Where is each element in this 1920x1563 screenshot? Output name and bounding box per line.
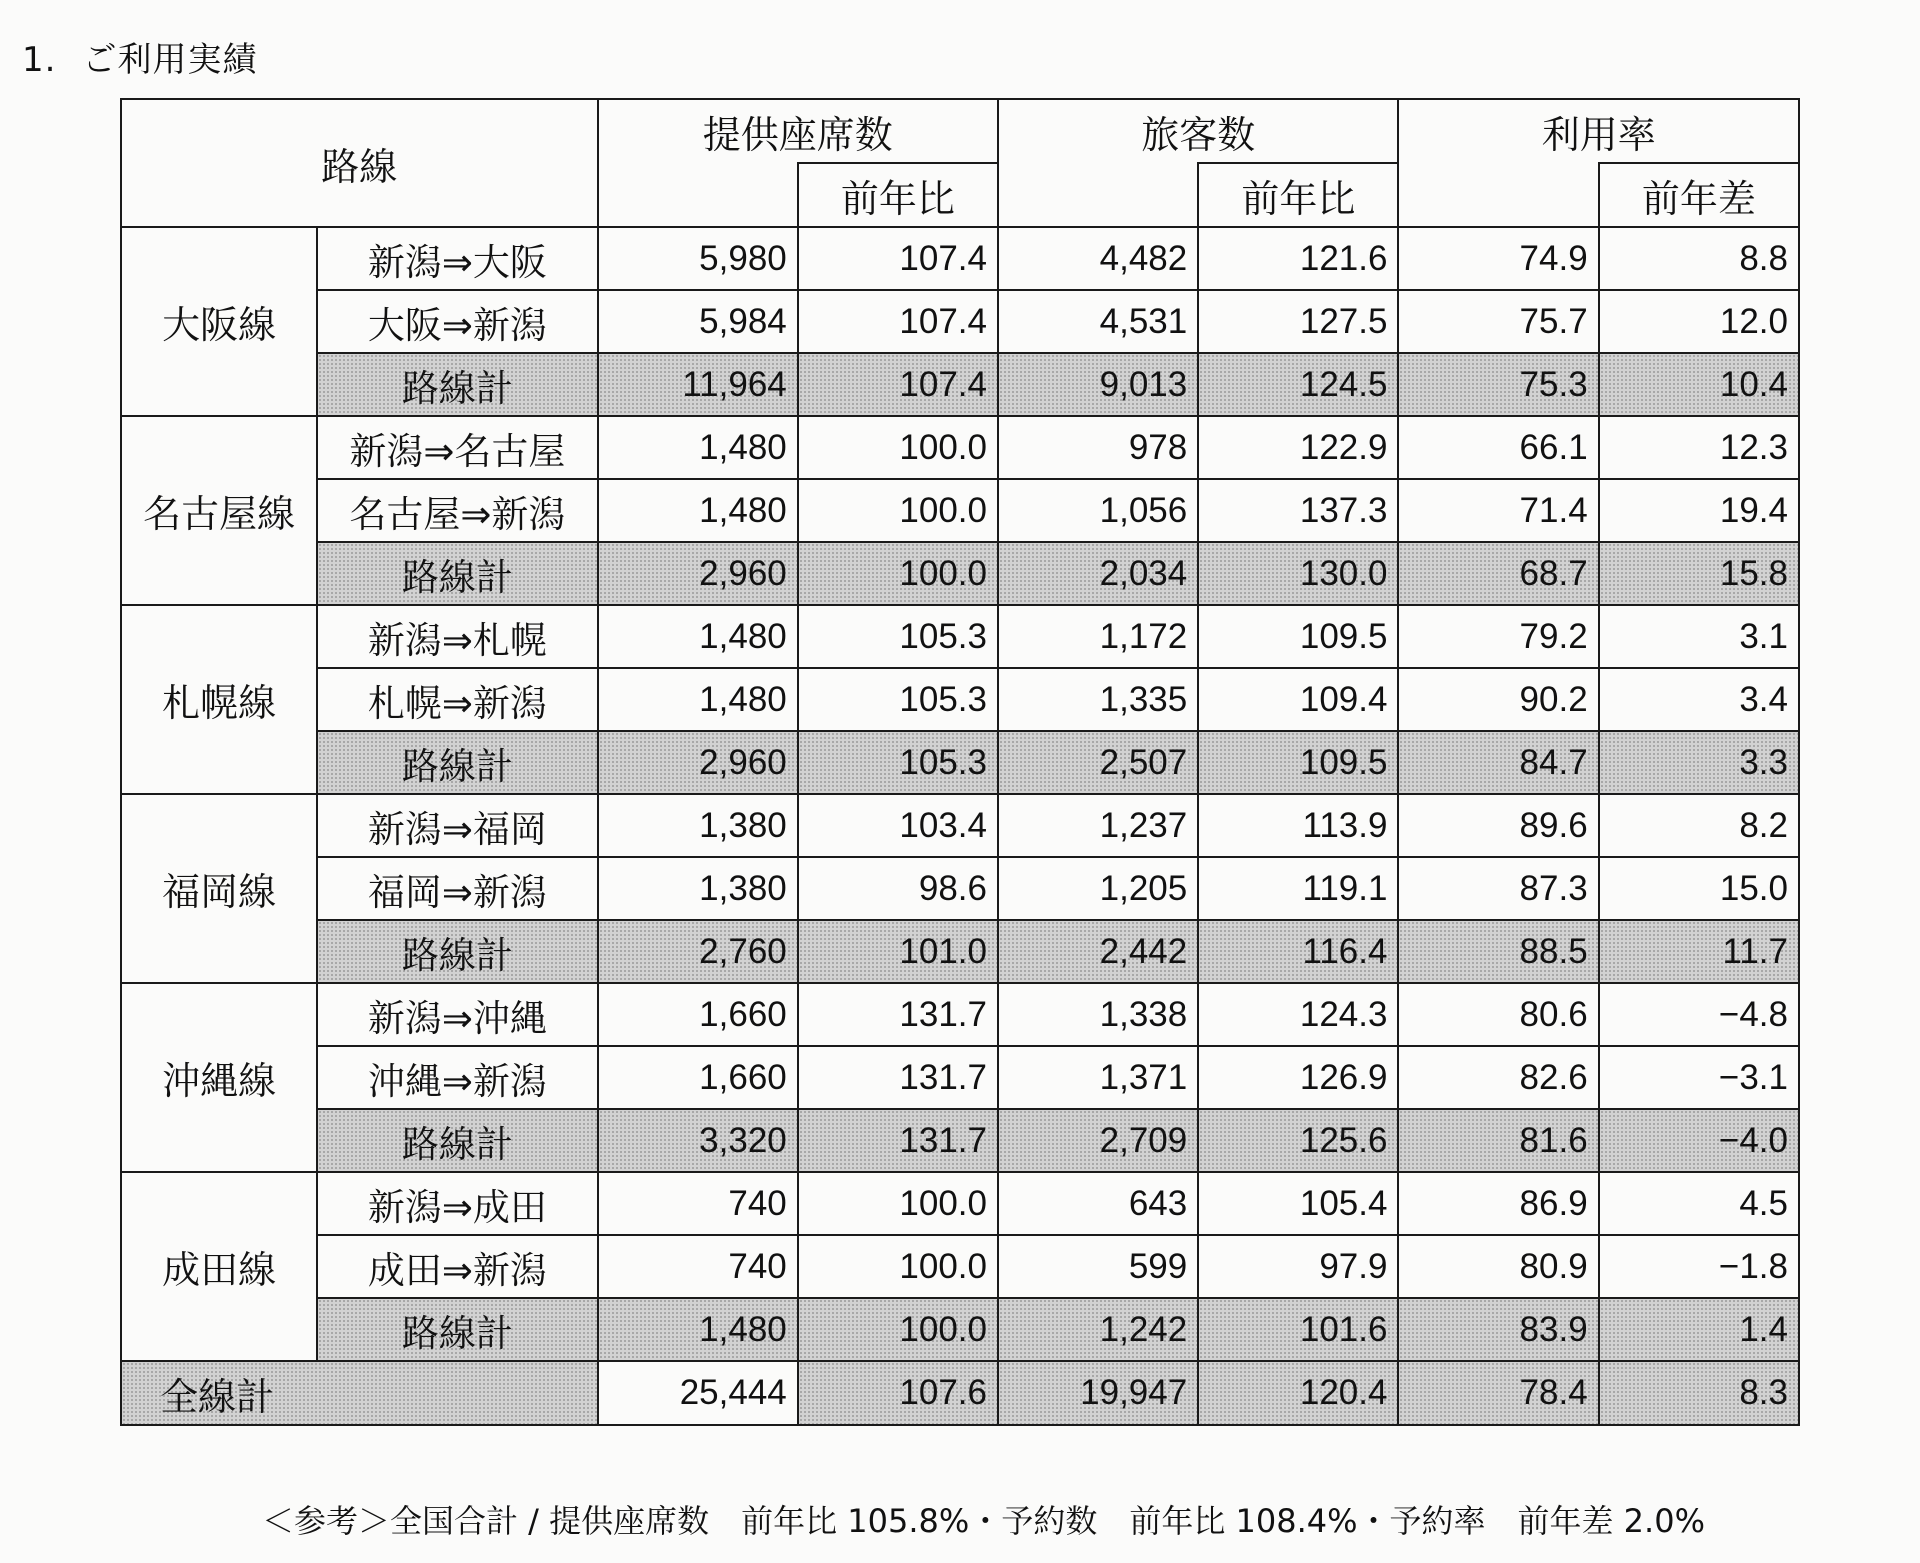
passengers-yoy-cell: 101.6 — [1198, 1298, 1398, 1361]
load-factor-cell: 79.2 — [1398, 605, 1598, 668]
load-factor-cell: 75.3 — [1398, 353, 1598, 416]
table-row — [121, 983, 1799, 1046]
passengers-cell: 643 — [998, 1172, 1198, 1235]
load-factor-cell: 74.9 — [1398, 227, 1598, 290]
header-passengers: 旅客数 — [998, 99, 1398, 163]
table-row — [121, 479, 1799, 542]
passengers-cell: 1,237 — [998, 794, 1198, 857]
direction-label: 新潟⇒福岡 — [317, 794, 597, 857]
passengers-yoy-cell: 113.9 — [1198, 794, 1398, 857]
load-factor-cell: 87.3 — [1398, 857, 1598, 920]
grand-total-load-factor-diff: 8.3 — [1599, 1361, 1799, 1425]
load-factor-diff-cell: 8.2 — [1599, 794, 1799, 857]
passengers-cell: 9,013 — [998, 353, 1198, 416]
load-factor-cell: 86.9 — [1398, 1172, 1598, 1235]
load-factor-diff-cell: −4.0 — [1599, 1109, 1799, 1172]
load-factor-diff-cell: −3.1 — [1599, 1046, 1799, 1109]
seats-cell: 2,960 — [598, 731, 798, 794]
header-seats-blank — [598, 163, 798, 227]
seats-yoy-cell: 107.4 — [798, 227, 998, 290]
header-seats: 提供座席数 — [598, 99, 998, 163]
seats-cell: 2,960 — [598, 542, 798, 605]
route-group-name: 福岡線 — [121, 794, 317, 983]
load-factor-cell: 84.7 — [1398, 731, 1598, 794]
route-total-label: 路線計 — [317, 353, 597, 416]
load-factor-diff-cell: 12.0 — [1599, 290, 1799, 353]
header-rate-diff: 前年差 — [1599, 163, 1799, 227]
seats-yoy-cell: 107.4 — [798, 353, 998, 416]
header-passengers-blank — [998, 163, 1198, 227]
header-route: 路線 — [121, 99, 598, 227]
reference-footnote: ＜参考＞全国合計 / 提供座席数 前年比 105.8%・予約数 前年比 108.4%・予約率 前年差 2.0% — [262, 1502, 1705, 1540]
direction-label: 新潟⇒大阪 — [317, 227, 597, 290]
passengers-cell: 2,442 — [998, 920, 1198, 983]
passengers-cell: 4,482 — [998, 227, 1198, 290]
load-factor-diff-cell: 15.8 — [1599, 542, 1799, 605]
load-factor-diff-cell: 12.3 — [1599, 416, 1799, 479]
load-factor-diff-cell: 4.5 — [1599, 1172, 1799, 1235]
seats-yoy-cell: 101.0 — [798, 920, 998, 983]
route-group-name: 成田線 — [121, 1172, 317, 1361]
grand-total-seats-yoy: 107.6 — [798, 1361, 998, 1425]
passengers-yoy-cell: 130.0 — [1198, 542, 1398, 605]
passengers-yoy-cell: 109.5 — [1198, 731, 1398, 794]
direction-label: 新潟⇒成田 — [317, 1172, 597, 1235]
load-factor-diff-cell: 11.7 — [1599, 920, 1799, 983]
seats-yoy-cell: 131.7 — [798, 1109, 998, 1172]
seats-cell: 1,480 — [598, 668, 798, 731]
passengers-yoy-cell: 109.5 — [1198, 605, 1398, 668]
seats-cell: 1,480 — [598, 416, 798, 479]
passengers-cell: 599 — [998, 1235, 1198, 1298]
passengers-cell: 2,507 — [998, 731, 1198, 794]
seats-yoy-cell: 131.7 — [798, 1046, 998, 1109]
passengers-cell: 1,335 — [998, 668, 1198, 731]
seats-cell: 1,480 — [598, 1298, 798, 1361]
route-group-name: 大阪線 — [121, 227, 317, 416]
seats-cell: 1,480 — [598, 605, 798, 668]
direction-label: 新潟⇒札幌 — [317, 605, 597, 668]
passengers-yoy-cell: 137.3 — [1198, 479, 1398, 542]
load-factor-diff-cell: 1.4 — [1599, 1298, 1799, 1361]
direction-label: 札幌⇒新潟 — [317, 668, 597, 731]
route-total-row — [121, 731, 1799, 794]
load-factor-cell: 83.9 — [1398, 1298, 1598, 1361]
seats-yoy-cell: 105.3 — [798, 605, 998, 668]
passengers-cell: 1,242 — [998, 1298, 1198, 1361]
seats-yoy-cell: 100.0 — [798, 479, 998, 542]
route-total-row — [121, 542, 1799, 605]
direction-label: 沖縄⇒新潟 — [317, 1046, 597, 1109]
section-heading — [22, 32, 257, 81]
route-total-label: 路線計 — [317, 920, 597, 983]
load-factor-diff-cell: −1.8 — [1599, 1235, 1799, 1298]
load-factor-diff-cell: 3.1 — [1599, 605, 1799, 668]
passengers-cell: 2,709 — [998, 1109, 1198, 1172]
grand-total-load-factor: 78.4 — [1398, 1361, 1598, 1425]
seats-cell: 3,320 — [598, 1109, 798, 1172]
table-row — [121, 605, 1799, 668]
route-total-label: 路線計 — [317, 1109, 597, 1172]
seats-yoy-cell: 100.0 — [798, 1235, 998, 1298]
seats-yoy-cell: 100.0 — [798, 542, 998, 605]
direction-label: 大阪⇒新潟 — [317, 290, 597, 353]
passengers-cell: 1,172 — [998, 605, 1198, 668]
seats-cell: 1,380 — [598, 794, 798, 857]
header-passengers-yoy: 前年比 — [1198, 163, 1398, 227]
passengers-yoy-cell: 126.9 — [1198, 1046, 1398, 1109]
seats-yoy-cell: 103.4 — [798, 794, 998, 857]
seats-yoy-cell: 107.4 — [798, 290, 998, 353]
load-factor-cell: 81.6 — [1398, 1109, 1598, 1172]
seats-yoy-cell: 105.3 — [798, 668, 998, 731]
passengers-cell: 1,371 — [998, 1046, 1198, 1109]
seats-yoy-cell: 100.0 — [798, 416, 998, 479]
passengers-yoy-cell: 125.6 — [1198, 1109, 1398, 1172]
seats-cell: 1,660 — [598, 983, 798, 1046]
load-factor-diff-cell: 19.4 — [1599, 479, 1799, 542]
table-row — [121, 1235, 1799, 1298]
seats-cell: 1,480 — [598, 479, 798, 542]
route-group-name: 札幌線 — [121, 605, 317, 794]
route-total-row — [121, 1109, 1799, 1172]
grand-total-seats: 25,444 — [598, 1361, 798, 1425]
route-total-label: 路線計 — [317, 542, 597, 605]
table-row — [121, 1172, 1799, 1235]
route-total-row — [121, 353, 1799, 416]
table-row — [121, 416, 1799, 479]
seats-cell: 1,380 — [598, 857, 798, 920]
seats-yoy-cell: 98.6 — [798, 857, 998, 920]
route-group-name: 名古屋線 — [121, 416, 317, 605]
load-factor-cell: 90.2 — [1398, 668, 1598, 731]
route-performance-table — [120, 98, 1800, 1426]
grand-total-passengers-yoy: 120.4 — [1198, 1361, 1398, 1425]
seats-cell: 5,980 — [598, 227, 798, 290]
load-factor-cell: 71.4 — [1398, 479, 1598, 542]
table-row — [121, 290, 1799, 353]
seats-yoy-cell: 105.3 — [798, 731, 998, 794]
passengers-yoy-cell: 119.1 — [1198, 857, 1398, 920]
passengers-yoy-cell: 109.4 — [1198, 668, 1398, 731]
route-group-name: 沖縄線 — [121, 983, 317, 1172]
grand-total-row — [121, 1361, 1799, 1425]
seats-cell: 5,984 — [598, 290, 798, 353]
direction-label: 新潟⇒沖縄 — [317, 983, 597, 1046]
route-total-row — [121, 920, 1799, 983]
passengers-cell: 978 — [998, 416, 1198, 479]
route-total-label: 路線計 — [317, 1298, 597, 1361]
load-factor-cell: 88.5 — [1398, 920, 1598, 983]
load-factor-cell: 80.9 — [1398, 1235, 1598, 1298]
passengers-cell: 2,034 — [998, 542, 1198, 605]
direction-label: 成田⇒新潟 — [317, 1235, 597, 1298]
passengers-cell: 4,531 — [998, 290, 1198, 353]
route-total-row — [121, 1298, 1799, 1361]
grand-total-label: 全線計 — [121, 1361, 598, 1425]
table-body — [121, 227, 1799, 1425]
section-title: ご利用実績 — [82, 40, 258, 80]
table-row — [121, 227, 1799, 290]
load-factor-cell: 75.7 — [1398, 290, 1598, 353]
load-factor-diff-cell: 3.3 — [1599, 731, 1799, 794]
seats-cell: 740 — [598, 1172, 798, 1235]
load-factor-diff-cell: 15.0 — [1599, 857, 1799, 920]
passengers-yoy-cell: 122.9 — [1198, 416, 1398, 479]
load-factor-cell: 89.6 — [1398, 794, 1598, 857]
direction-label: 名古屋⇒新潟 — [317, 479, 597, 542]
header-rate-blank — [1398, 163, 1598, 227]
seats-yoy-cell: 100.0 — [798, 1298, 998, 1361]
seats-cell: 2,760 — [598, 920, 798, 983]
passengers-yoy-cell: 116.4 — [1198, 920, 1398, 983]
passengers-yoy-cell: 127.5 — [1198, 290, 1398, 353]
route-total-label: 路線計 — [317, 731, 597, 794]
seats-yoy-cell: 100.0 — [798, 1172, 998, 1235]
grand-total-passengers: 19,947 — [998, 1361, 1198, 1425]
passengers-cell: 1,338 — [998, 983, 1198, 1046]
passengers-cell: 1,205 — [998, 857, 1198, 920]
direction-label: 福岡⇒新潟 — [317, 857, 597, 920]
load-factor-cell: 68.7 — [1398, 542, 1598, 605]
load-factor-cell: 82.6 — [1398, 1046, 1598, 1109]
load-factor-diff-cell: 3.4 — [1599, 668, 1799, 731]
table-row — [121, 794, 1799, 857]
passengers-cell: 1,056 — [998, 479, 1198, 542]
header-seats-yoy: 前年比 — [798, 163, 998, 227]
seats-cell: 1,660 — [598, 1046, 798, 1109]
header-load-factor: 利用率 — [1398, 99, 1799, 163]
seats-yoy-cell: 131.7 — [798, 983, 998, 1046]
load-factor-cell: 80.6 — [1398, 983, 1598, 1046]
load-factor-diff-cell: 10.4 — [1599, 353, 1799, 416]
table-row — [121, 1046, 1799, 1109]
passengers-yoy-cell: 124.3 — [1198, 983, 1398, 1046]
passengers-yoy-cell: 97.9 — [1198, 1235, 1398, 1298]
passengers-yoy-cell: 105.4 — [1198, 1172, 1398, 1235]
table-row — [121, 668, 1799, 731]
section-number: 1. — [22, 40, 57, 80]
table-row — [121, 857, 1799, 920]
seats-cell: 11,964 — [598, 353, 798, 416]
passengers-yoy-cell: 124.5 — [1198, 353, 1398, 416]
direction-label: 新潟⇒名古屋 — [317, 416, 597, 479]
load-factor-diff-cell: 8.8 — [1599, 227, 1799, 290]
load-factor-diff-cell: −4.8 — [1599, 983, 1799, 1046]
seats-cell: 740 — [598, 1235, 798, 1298]
passengers-yoy-cell: 121.6 — [1198, 227, 1398, 290]
load-factor-cell: 66.1 — [1398, 416, 1598, 479]
